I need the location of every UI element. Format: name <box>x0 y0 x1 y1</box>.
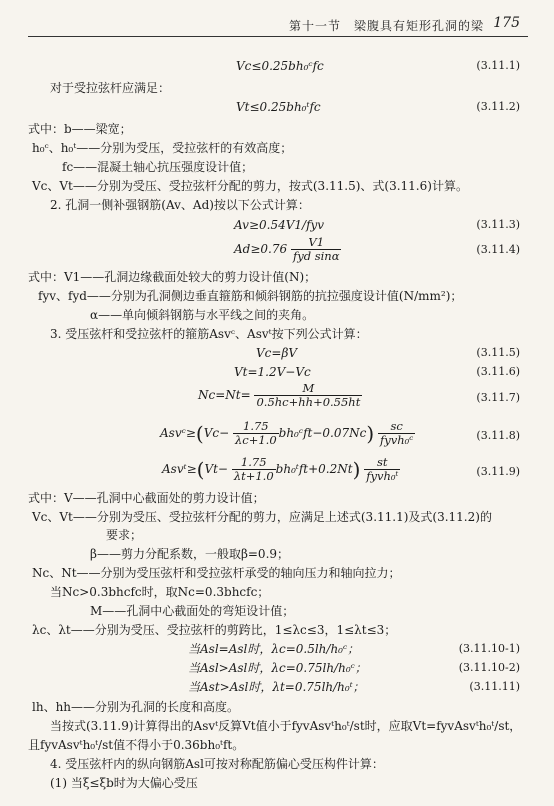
fraction-denominator: fyd sinα <box>292 249 340 263</box>
equation-part: bh₀ᶜft−0.07Nc <box>278 426 367 440</box>
definition-lh-hh: lh、hh——分别为孔洞的长度和高度。 <box>32 700 240 714</box>
equation-3-11-10-1: 当Asl=Asl时，λc=0.5lh/h₀ᶜ； <box>188 642 360 656</box>
definition-vc-vt-2: Vc、Vt——分别为受压、受拉弦杆分配的剪力，应满足上述式(3.11.1)及式(3.11.2)的 <box>32 510 492 524</box>
definition-v: 式中：V——孔洞中心截面处的剪力设计值； <box>28 491 265 505</box>
equation-3-11-1: Vc≤0.25bh₀ᶜfc <box>236 59 324 73</box>
item-4-subitem: (1) 当ξ≤ξb时为大偏心受压 <box>50 776 198 790</box>
fraction-numerator: st <box>376 455 388 469</box>
text-line: 对于受拉弦杆应满足： <box>50 81 171 95</box>
equation-number: (3.11.1) <box>476 59 520 72</box>
equation-3-11-4 <box>234 236 341 263</box>
definition-alpha: α——单向倾斜钢筋与水平线之间的夹角。 <box>90 308 315 322</box>
section-title: 第十一节 梁腹具有矩形孔洞的梁 <box>288 19 484 33</box>
fraction <box>254 382 362 409</box>
fraction <box>291 236 342 263</box>
equation-3-11-3: Av≥0.54V1/fyv <box>234 218 325 232</box>
fraction-numerator: sc <box>390 419 403 433</box>
equation-number: (3.11.8) <box>476 429 520 442</box>
equation-number: (3.11.5) <box>476 346 520 359</box>
equation-3-11-2: Vt≤0.25bh₀ᵗfc <box>236 100 321 114</box>
item-4-title: 4. 受压弦杆内的纵向钢筋Asl可按对称配筋偏心受压构件计算： <box>50 757 384 771</box>
definition-v1: 式中：V1——孔洞边缘截面处较大的剪力设计值(N)； <box>28 270 317 284</box>
equation-lhs: Asvᵗ≥ <box>162 462 197 476</box>
equation-number: (3.11.4) <box>476 243 520 256</box>
fraction-numerator: V1 <box>308 235 325 249</box>
fraction-denominator: λc+1.0 <box>234 433 277 447</box>
page-number: 175 <box>493 15 520 31</box>
equation-number: (3.11.10-1) <box>458 642 520 655</box>
page-header <box>0 0 554 36</box>
definition-h0: h₀ᶜ、h₀ᵗ——分别为受压，受拉弦杆的有效高度； <box>32 141 293 155</box>
fraction <box>378 420 415 447</box>
equation-lhs: Asvᶜ≥ <box>160 426 196 440</box>
equation-3-11-8 <box>160 420 415 447</box>
header-rule <box>28 36 528 37</box>
equation-number: (3.11.10-2) <box>458 661 520 674</box>
equation-3-11-10-2: 当Asl>Asl时，λc=0.75lh/h₀ᶜ； <box>188 661 367 675</box>
definition-vc-vt: Vc、Vt——分别为受压、受拉弦杆分配的剪力，按式(3.11.5)、式(3.11.6)计算。 <box>32 179 468 193</box>
definition-fc: fc——混凝土轴心抗压强度设计值； <box>62 160 254 174</box>
left-paren: ( <box>196 457 205 482</box>
right-paren: ) <box>366 421 375 446</box>
equation-lhs: Nc=Nt= <box>198 388 251 402</box>
definition-beta: β——剪力分配系数，一般取β=0.9； <box>90 547 290 561</box>
equation-number: (3.11.6) <box>476 365 520 378</box>
definition-vc-vt-2-cont: 要求； <box>106 528 143 542</box>
equation-number: (3.11.9) <box>476 465 520 478</box>
equation-3-11-5: Vc=βV <box>256 346 298 360</box>
paragraph-line: 当按式(3.11.9)计算得出的Asvᵗ反算Vt值小于fyvAsvᵗh₀ᵗ/st时，应取Vt=fyvAsvᵗh₀ᵗ/st， <box>50 719 522 733</box>
fraction-numerator: M <box>302 381 315 395</box>
right-paren: ) <box>352 457 361 482</box>
equation-number: (3.11.11) <box>469 680 520 693</box>
item-3-title: 3. 受压弦杆和受拉弦杆的箍筋Asvᶜ、Asvᵗ按下列公式计算： <box>50 327 368 341</box>
fraction-denominator: 0.5hc+hh+0.55ht <box>256 395 361 409</box>
fraction <box>232 456 276 483</box>
definition-b: 式中：b——梁宽； <box>28 122 132 136</box>
definition-nc-nt: Nc、Nt——分别为受压弦杆和受拉弦杆承受的轴向压力和轴向拉力； <box>32 566 401 580</box>
fraction <box>233 420 279 447</box>
equation-3-11-11: 当Ast>Asl时，λt=0.75lh/h₀ᵗ； <box>188 680 365 694</box>
equation-number: (3.11.2) <box>476 100 520 113</box>
equation-lhs: Ad≥0.76 <box>234 242 288 256</box>
fraction-denominator: fyvh₀ᶜ <box>380 433 414 447</box>
equation-part: bh₀ᵗft+0.2Nt <box>275 462 353 476</box>
equation-3-11-6: Vt=1.2V−Vc <box>234 365 311 379</box>
definition-fyv: fyv、fyd——分别为孔洞侧边垂直箍筋和倾斜钢筋的抗拉强度设计值(N/mm²)； <box>38 289 463 303</box>
equation-number: (3.11.3) <box>476 218 520 231</box>
equation-part: Vc− <box>203 426 230 440</box>
equation-part: Vt− <box>204 462 228 476</box>
definition-m: M——孔洞中心截面处的弯矩设计值； <box>90 604 295 618</box>
fraction-denominator: fyvh₀ᵗ <box>366 469 399 483</box>
equation-number: (3.11.7) <box>476 391 520 404</box>
paragraph-line: 且fyvAsvᵗh₀ᵗ/st值不得小于0.36bh₀ᵗft。 <box>28 738 245 752</box>
equation-3-11-7 <box>198 382 362 409</box>
left-paren: ( <box>195 421 204 446</box>
fraction-numerator: 1.75 <box>240 455 267 469</box>
fraction-numerator: 1.75 <box>243 419 269 433</box>
definition-lambda: λc、λt——分别为受压、受拉弦杆的剪跨比，1≤λc≤3，1≤λt≤3； <box>32 623 397 637</box>
equation-3-11-9 <box>162 456 400 483</box>
condition-nc: 当Nc>0.3bhcfc时，取Nc=0.3bhcfc； <box>50 585 270 599</box>
fraction-denominator: λt+1.0 <box>233 469 274 483</box>
item-2-title: 2. 孔洞一侧补强钢筋(Av、Ad)按以下公式计算： <box>50 198 310 212</box>
fraction <box>364 456 400 483</box>
